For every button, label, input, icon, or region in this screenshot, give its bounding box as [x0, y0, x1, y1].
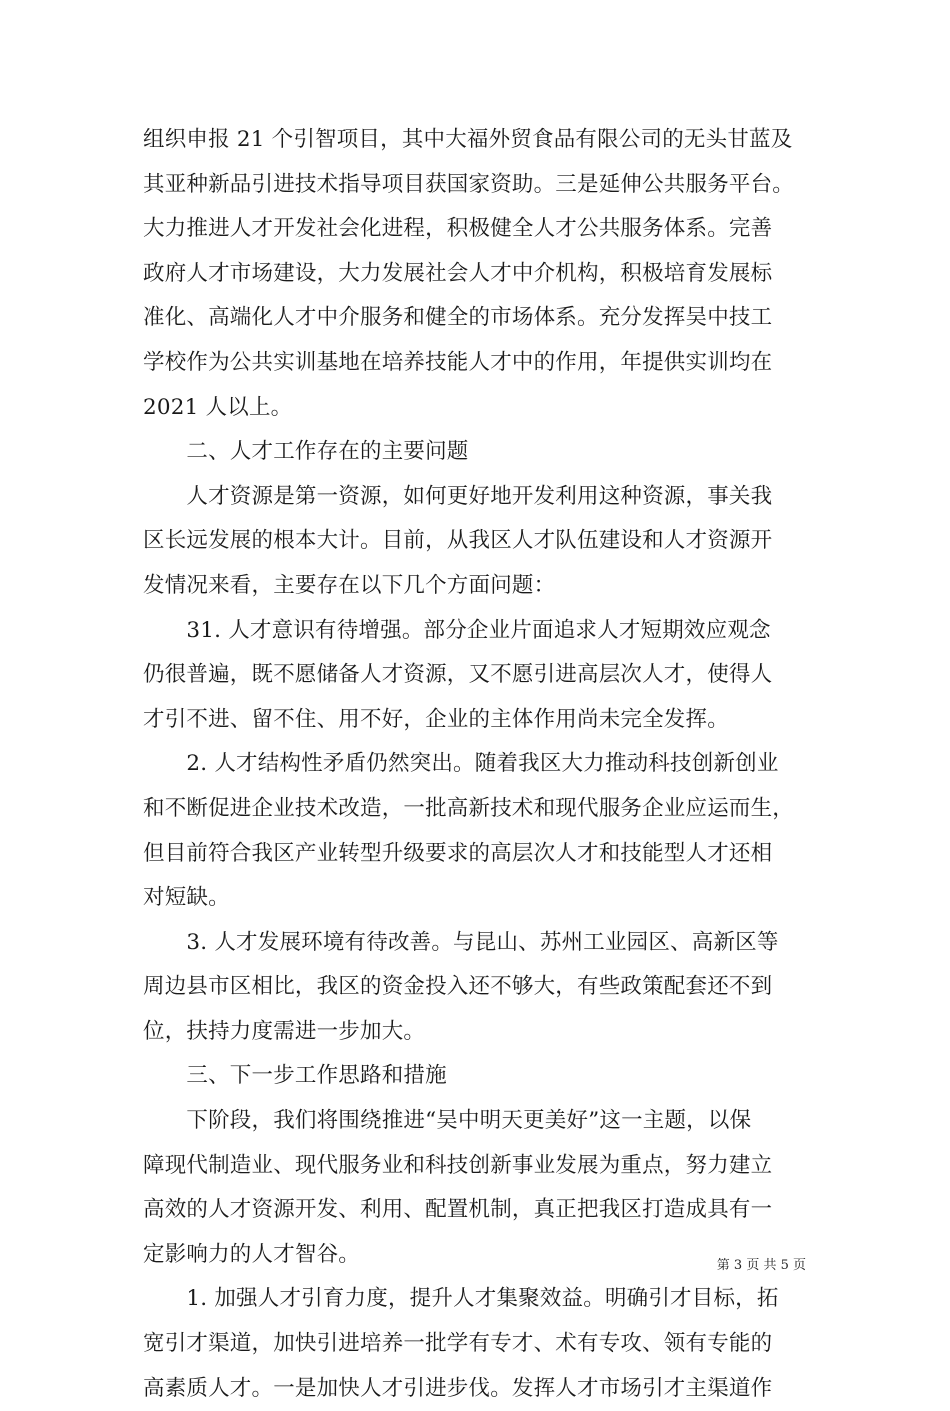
- text-line: 宽引才渠道，加快引进培养一批学有专才、术有专攻、领有专能的: [143, 1331, 773, 1357]
- text-line: 发情况来看，主要存在以下几个方面问题：: [143, 572, 556, 598]
- text-line: 位，扶持力度需进一步加大。: [143, 1018, 426, 1044]
- text-line: 大力推进人才开发社会化进程，积极健全人才公共服务体系。完善: [143, 216, 773, 242]
- text-line: 高素质人才。一是加快人才引进步伐。发挥人才市场引才主渠道作: [143, 1375, 773, 1401]
- text-line: 周边县市区相比，我区的资金投入还不够大，有些政策配套还不到: [143, 974, 773, 1000]
- section-heading: 二、人才工作存在的主要问题: [143, 439, 469, 465]
- text-line: 3. 人才发展环境有待改善。与昆山、苏州工业园区、高新区等: [143, 929, 779, 955]
- section-heading: 三、下一步工作思路和措施: [143, 1063, 447, 1089]
- text-line: 2021 人以上。: [143, 394, 293, 420]
- text-line: 定影响力的人才智谷。: [143, 1241, 361, 1267]
- text-line: 人才资源是第一资源，如何更好地开发利用这种资源，事关我: [143, 483, 773, 509]
- text-line: 才引不进、留不住、用不好，企业的主体作用尚未完全发挥。: [143, 706, 729, 732]
- text-line: 2. 人才结构性矛盾仍然突出。随着我区大力推动科技创新创业: [143, 751, 779, 777]
- text-line: 高效的人才资源开发、利用、配置机制，真正把我区打造成具有一: [143, 1197, 773, 1223]
- text-line: 和不断促进企业技术改造，一批高新技术和现代服务企业应运而生，: [143, 795, 795, 821]
- text-line: 1. 加强人才引育力度，提升人才集聚效益。明确引才目标，拓: [143, 1286, 779, 1312]
- text-line: 其亚种新品引进技术指导项目获国家资助。三是延伸公共服务平台。: [143, 171, 795, 197]
- page-number-footer: 第 3 页 共 5 页: [716, 1258, 806, 1273]
- text-line: 政府人才市场建设，大力发展社会人才中介机构，积极培育发展标: [143, 260, 773, 286]
- text-line: 组织申报 21 个引智项目，其中大福外贸食品有限公司的无头甘蓝及: [143, 127, 793, 152]
- text-line: 区长远发展的根本大计。目前，从我区人才队伍建设和人才资源开: [143, 528, 773, 554]
- text-line: 障现代制造业、现代服务业和科技创新事业发展为重点，努力建立: [143, 1152, 773, 1178]
- text-line: 对短缺。: [143, 885, 230, 911]
- document-body: [143, 118, 813, 1411]
- text-line: 但目前符合我区产业转型升级要求的高层次人才和技能型人才还相: [143, 840, 773, 866]
- text-line: 学校作为公共实训基地在培养技能人才中的作用，年提供实训均在: [143, 349, 773, 375]
- text-line: 31. 人才意识有待增强。部分企业片面追求人才短期效应观念: [143, 617, 771, 643]
- text-line: 仍很普遍，既不愿储备人才资源，又不愿引进高层次人才，使得人: [143, 662, 773, 688]
- text-line: 下阶段，我们将围绕推进“吴中明天更美好”这一主题，以保: [143, 1108, 752, 1134]
- text-line: 准化、高端化人才中介服务和健全的市场体系。充分发挥吴中技工: [143, 305, 773, 331]
